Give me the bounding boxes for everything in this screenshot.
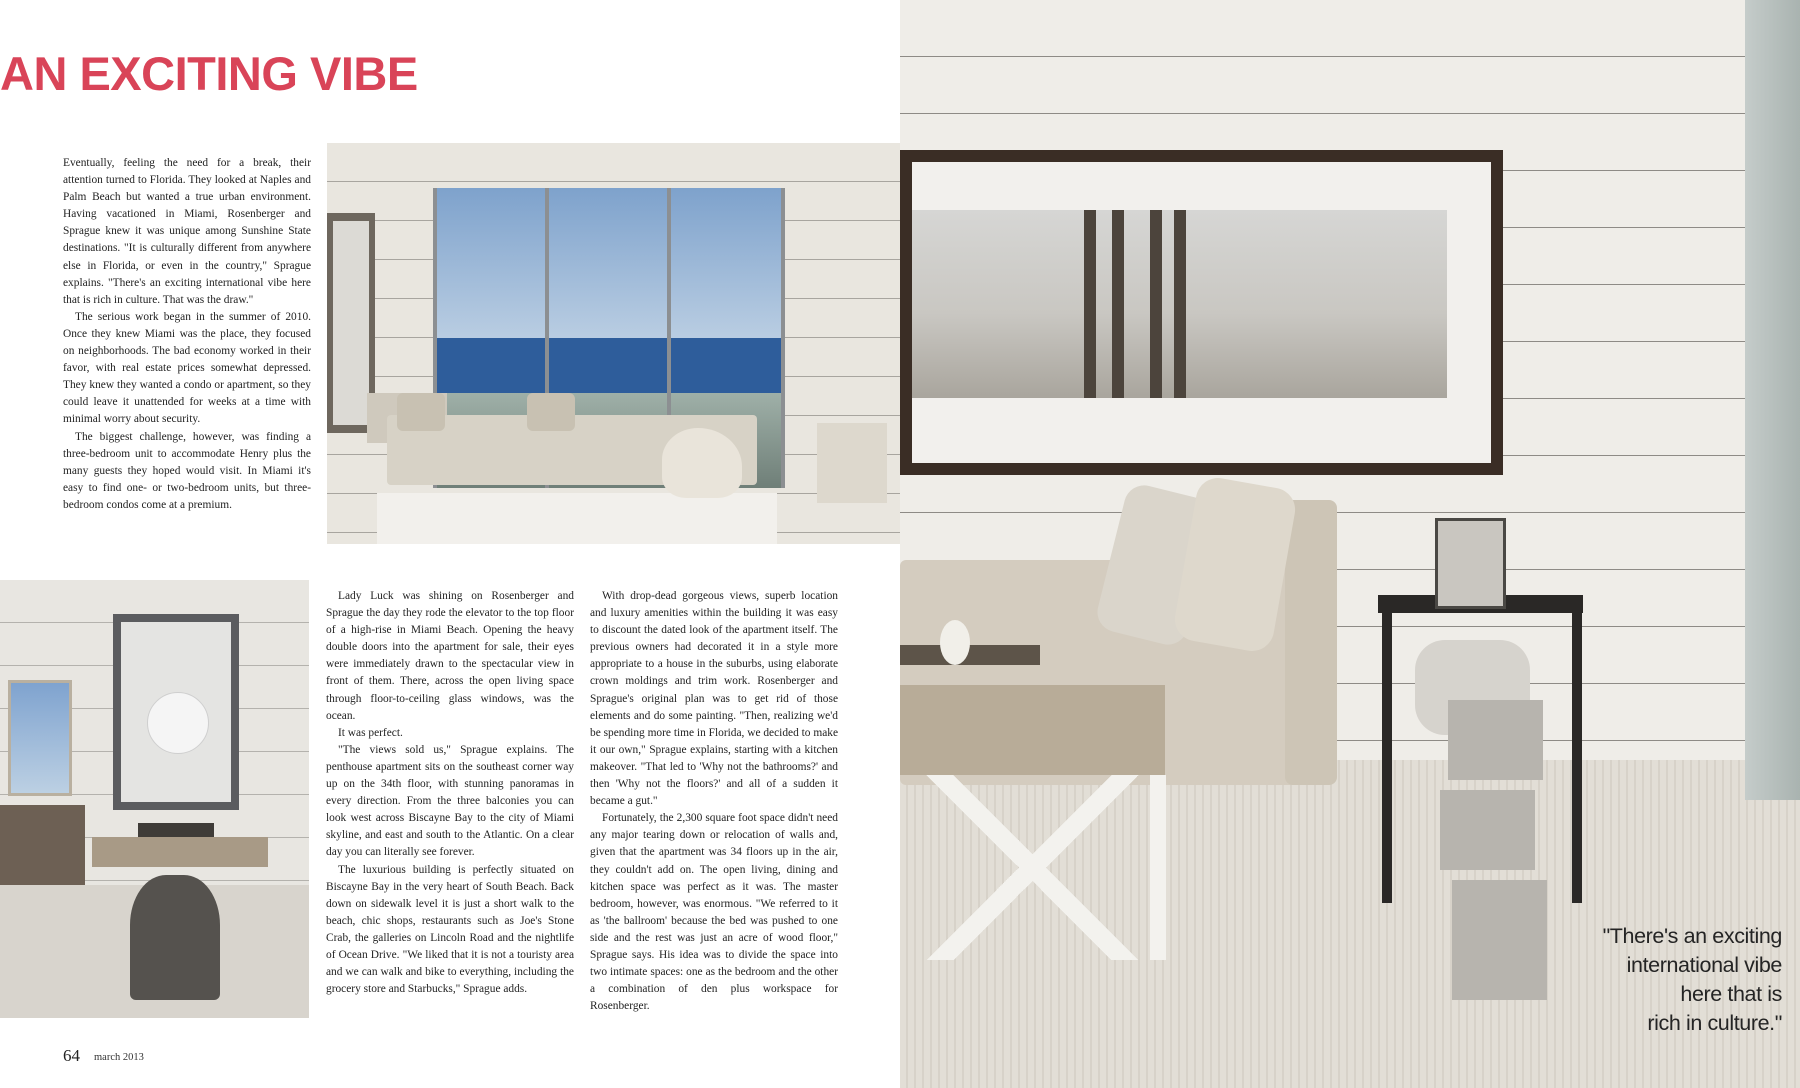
mirror xyxy=(113,614,239,810)
lantern xyxy=(1435,518,1506,609)
pull-quote-line: rich in culture." xyxy=(1647,1011,1782,1035)
text-column-b xyxy=(326,588,574,998)
paragraph: "The views sold us," Sprague explains. The penthouse apartment sits on the southeast corner way up on the 34th floor, with stunning panoramas in every direction. From the three balconies you can look west across Biscayne Bay to the city of Miami skyline, and east and south to the Atlantic. On a clear day you can literally see forever. xyxy=(326,743,574,859)
pull-quote-line: international vibe xyxy=(1626,953,1782,977)
paragraph: Lady Luck was shining on Rosenberger and Sprague the day they rode the elevator to the top floor of a high-rise in Miami Beach. Opening the heavy double doors into the apartment for sale, their eyes were immediately drawn to the spectacular view in front of them. There, across the open living space through floor-to-ceiling glass windows, was the ocean. xyxy=(326,590,574,722)
tray xyxy=(900,645,1040,665)
stacked-pedestal xyxy=(1448,700,1543,780)
pull-quote-line: "There's an exciting xyxy=(1602,924,1782,948)
white-vase xyxy=(940,620,970,665)
text-column-c xyxy=(590,588,838,1015)
paragraph: Eventually, feeling the need for a break, their attention turned to Florida. They looked at Naples and Palm Beach but wanted a true urban environment. Having vacationed in Miami, Rosenberger and Sprague knew it was unique among Sunshine State destinations. "It is culturally different from anywhere else in Florida, or even in the country," Sprague explains. "There's an exciting international vibe here that is rich in culture. That was the draw." xyxy=(63,157,311,306)
pull-quote xyxy=(1603,922,1782,1038)
paragraph: The luxurious building is perfectly situated on Biscayne Bay in the very heart of South Beach. Back down on sidewalk level it is just a short walk to the beach, chic shops, restaurants such as Joe's Stone Crab, the galleries on Lincoln Road and the nightlife of Ocean Drive. "We liked that it is not a touristy area and we can walk and bike to everything, including the grocery store and Starbucks," Sprague adds. xyxy=(326,863,574,996)
window-edge xyxy=(1745,0,1800,800)
sink-basin xyxy=(138,823,214,837)
paragraph: The biggest challenge, however, was finding a three-bedroom unit to accommodate Henry plus the many guests they hoped would visit. In Miami it's easy to find one- or two-bedroom units, but three-bedroom condos come at a premium. xyxy=(63,430,311,511)
living-room-photo xyxy=(327,143,900,544)
ottoman xyxy=(900,685,1165,775)
bathroom-photo xyxy=(0,580,309,1018)
vanity-counter xyxy=(92,837,268,867)
pull-quote-line: here that is xyxy=(1680,982,1782,1006)
framed-pier-print xyxy=(900,150,1503,475)
paragraph: The serious work began in the summer of 2010. Once they knew Miami was the place, they focused on neighborhoods. The bad economy worked in their favor, with real estate prices somewhat depressed. They knew they wanted a condo or apartment, so they could leave it unattended for weeks at a time with minimal worry about security. xyxy=(63,310,311,426)
paragraph: Fortunately, the 2,300 square foot space didn't need any major tearing down or relocation of walls and, given that the apartment was 34 floors up in the air, they couldn't add on. The open living, dining and kitchen space was perfect as it was. The master bedroom, however, was enormous. "We referred to it as 'the ballroom' because the bed was pushed to one side and the rest was just an acre of wood floor," Sprague says. His idea was to divide the space into two intimate spaces: one as the bedroom and the other a combination of den plus workspace for Rosenberger. xyxy=(590,812,838,1013)
armchair xyxy=(817,423,887,503)
page-number: 64 xyxy=(63,1046,80,1065)
article-headline: AN EXCITING VIBE xyxy=(0,47,418,100)
coffee-table xyxy=(377,493,777,544)
bathroom-window xyxy=(8,680,72,796)
text-column-a xyxy=(63,155,311,514)
paragraph: It was perfect. xyxy=(338,726,403,739)
pier-photograph xyxy=(912,210,1447,398)
stool xyxy=(130,875,220,1000)
issue-date: march 2013 xyxy=(94,1052,144,1063)
paragraph: With drop-dead gorgeous views, superb location and luxury amenities within the building it was easy to discount the dated look of the apartment itself. The previous owners had decorated it in a style more appropriate to a house in the suburbs, using elaborate crown moldings and trim work. Rosenberger and Sprague's original plan was to get rid of those elements and do some painting. "Then, realizing we'd be spending more time in Florida, we decided to make it our own," Sprague explains, starting with a kitchen makeover. "That led to 'Why not the bathrooms?' and then 'Why not the floors?' and all of a sudden it became a gut." xyxy=(590,590,838,808)
vanity-cabinet xyxy=(0,805,85,885)
